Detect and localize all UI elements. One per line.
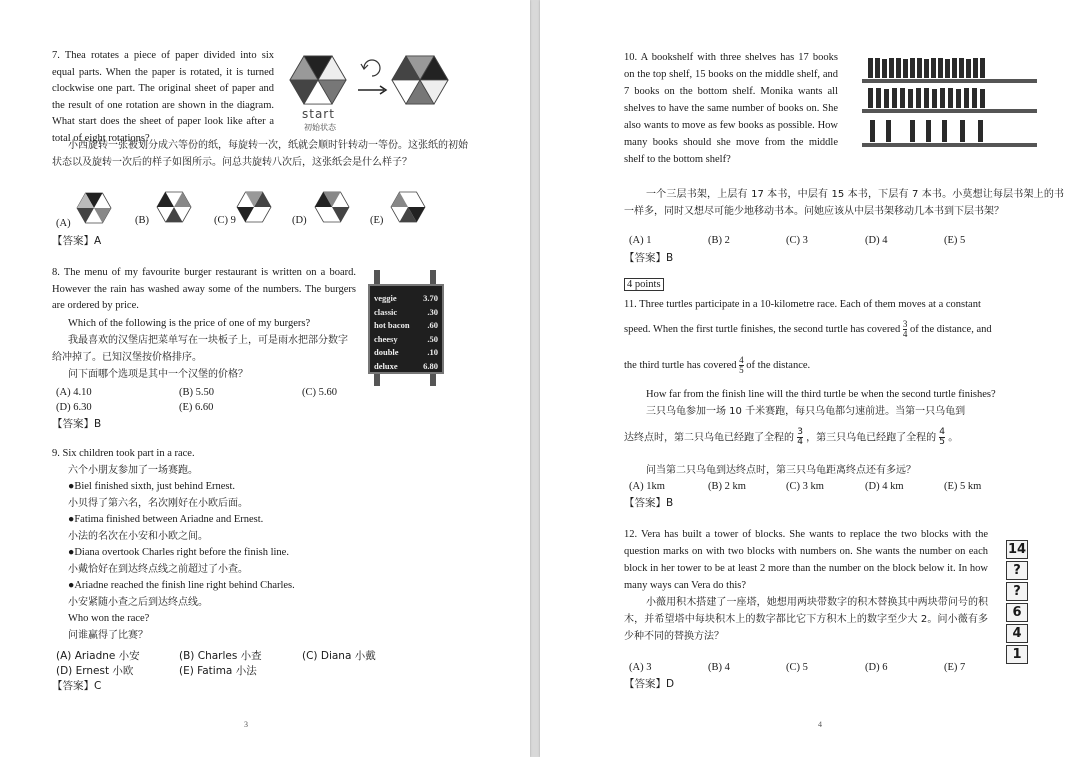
right-page	[540, 0, 1080, 757]
q7-option-c: (C) 9	[214, 215, 236, 226]
q9-line: 六个小朋友参加了一场赛跑。	[68, 464, 198, 476]
tower-block: 14	[1007, 542, 1027, 557]
q9-option-c: (C) Diana 小戴	[302, 650, 376, 662]
q9-line: 9. Six children took part in a race.	[52, 448, 195, 459]
q8-cn-question: 问下面哪个选项是其中一个汉堡的价格？	[68, 369, 248, 380]
q10-option-e: (E) 5	[944, 235, 966, 246]
bookshelf-image	[860, 52, 1040, 152]
q9-line: 小法的名次在小安和小欧之间。	[68, 530, 208, 542]
menu-item: classic	[374, 306, 398, 317]
menu-price: .60	[427, 320, 438, 330]
hexagon-option-d-icon	[315, 192, 349, 222]
left-page	[0, 0, 530, 757]
q7-option-d: (D)	[292, 215, 307, 226]
q8-option-d: (D) 6.30	[56, 402, 92, 413]
hexagon-option-c-icon	[237, 192, 271, 222]
q7-start-cn: 初始状态	[304, 123, 336, 132]
q9-option-d: (D) Ernest 小欧	[56, 665, 134, 677]
q9-line: 小贝得了第六名，名次刚好在小欧后面。	[68, 497, 248, 509]
menu-price: .30	[427, 306, 438, 317]
q11-question: How far from the finish line will the third turtle be when the second turtle finishes?	[646, 389, 996, 400]
hexagon-option-e-icon	[391, 192, 425, 222]
q7-option-b: (B)	[135, 215, 149, 226]
q11-option-e: (E) 5 km	[944, 481, 982, 492]
menu-item: cheesy	[374, 333, 398, 344]
menu-price: .50	[427, 333, 438, 344]
page-number: 3	[244, 720, 248, 729]
q10-option-a: (A) 1	[629, 235, 652, 246]
hexagon-option-b-icon	[157, 192, 191, 222]
q11-cn-line2: 达终点时，第二只乌龟已经跑了全程的 $\frac{3}{4}$ ，第三只乌龟已经跑了全程的 $\frac{4}{5}$ 。	[624, 427, 959, 447]
q7-option-e: (E)	[370, 215, 384, 226]
hexagon-after-icon	[392, 56, 448, 104]
q11-answer: 【答案】B	[624, 497, 674, 509]
q12-option-b: (B) 4	[708, 662, 730, 673]
fraction-three-quarters: $\frac{3}{4}$	[902, 319, 908, 339]
q10-cn-text: 一个三层书架，上层有 17 本书，中层有 15 本书，下层有 7 本书。小莫想让每层书架上的书一样多，同时又想尽可能少地移动书本。问她应该从中层书架移动几本书到下层书架？	[624, 189, 1064, 217]
q11-cn-question: 问当第二只乌龟到达终点时，第三只乌龟距离终点还有多远？	[646, 465, 916, 476]
q10-text: 10. A bookshelf with three shelves has 17 books on the top shelf, 15 books on the middle shelf, and 7 books on the bottom shelf. Monika wants all shelves to have the same number of books on. She also wants to move as few books as possible. How many books should she move from the middle shelf to the bottom shelf?	[624, 52, 838, 165]
q10-answer: 【答案】B	[624, 252, 674, 264]
q9-line: 问谁赢得了比赛？	[68, 629, 148, 641]
tower-block: 6	[1006, 603, 1028, 622]
menu-item: double	[374, 347, 399, 357]
q12-option-e: (E) 7	[944, 662, 966, 673]
tower-block: ?	[1006, 561, 1028, 580]
q12-option-c: (C) 5	[786, 662, 808, 673]
q7-cn-text: 小西旋转一张被划分成六等份的纸，每旋转一次，纸就会顺时针转动一等份。这张纸的初始状态以及旋转一次后的样子如图所示。问总共旋转八次后，这张纸会是什么样子？	[52, 140, 468, 168]
page-number: 4	[818, 720, 822, 729]
q7-text: 7. Thea rotates a piece of paper divided into six equal parts. When the paper is rotated, it is turned clockwise one part. The original sheet of paper and the result of one rotation are shown in the diagram. What start does the sheet of paper look like after a total of eight rotations?	[52, 50, 274, 144]
q11-option-d: (D) 4 km	[865, 481, 904, 492]
q12-option-d: (D) 6	[865, 662, 888, 673]
rotate-clockwise-icon	[364, 60, 380, 76]
q12-option-a: (A) 3	[629, 662, 652, 673]
menu-item: veggie	[374, 293, 397, 303]
menu-price: 6.80	[423, 360, 438, 371]
q9-line: ●Ariadne reached the finish line right behind Charles.	[68, 580, 295, 591]
menu-item: hot bacon	[374, 320, 410, 330]
block-tower	[1006, 540, 1028, 664]
q8-option-c: (C) 5.60	[302, 387, 337, 398]
q9-line: ●Fatima finished between Ariadne and Ernest.	[68, 514, 264, 525]
q7-option-a: (A)	[56, 218, 71, 229]
q11-option-b: (B) 2 km	[708, 481, 746, 492]
tower-block: ?	[1006, 582, 1028, 601]
points-box: 4 points	[624, 279, 664, 290]
q8-question: Which of the following is the price of one of my burgers?	[68, 318, 311, 329]
q7-start-label: start	[302, 107, 335, 121]
q7-answer: 【答案】A	[52, 235, 102, 247]
tower-block: 1	[1006, 645, 1028, 664]
q9-option-b: (B) Charles 小查	[179, 650, 262, 662]
q9-block	[52, 446, 472, 644]
menu-price: 3.70	[423, 293, 438, 303]
q8-answer: 【答案】B	[52, 418, 102, 430]
q9-line: 小安紧随小查之后到达终点线。	[68, 596, 208, 608]
menu-board	[368, 270, 444, 386]
q11-option-c: (C) 3 km	[786, 481, 824, 492]
q8-text: 8. The menu of my favourite burger restaurant is written on a board. However the rain has washed away some of the numbers. The burgers are ordered by price.	[52, 267, 356, 311]
q10-option-d: (D) 4	[865, 235, 888, 246]
q11-option-a: (A) 1km	[629, 481, 665, 492]
q8-option-a: (A) 4.10	[56, 387, 92, 398]
q12-answer: 【答案】D	[624, 678, 675, 690]
q11-line1: 11. Three turtles participate in a 10-kilometre race. Each of them moves at a constant	[624, 299, 981, 310]
menu-price: .10	[427, 347, 438, 357]
hexagon-option-a-icon	[77, 193, 111, 223]
q7-option-hexagons	[76, 190, 456, 230]
q11-cn-line1: 三只乌龟参加一场 10 千米赛跑，每只乌龟都匀速前进。当第一只乌龟到	[646, 406, 966, 417]
fraction-four-fifths: $\frac{4}{5}$	[739, 355, 744, 375]
q9-line: 小戴恰好在到达终点线之前超过了小查。	[68, 563, 248, 575]
hexagon-start-icon	[290, 56, 346, 104]
q8-option-e: (E) 6.60	[179, 402, 214, 413]
q9-option-a: (A) Ariadne 小安	[56, 650, 140, 662]
q8-cn-text: 我最喜欢的汉堡店把菜单写在一块板子上，可是雨水把部分数字给冲掉了。已知汉堡按价格排序。	[52, 335, 348, 363]
q11-line2: speed. When the first turtle finishes, the second turtle has covered $\frac{3}{4}$ of the distance, and	[624, 319, 992, 339]
q12-text: 12. Vera has built a tower of blocks. She wants to replace the two blocks with the question marks on with two blocks with numbers on. She wants the number on each block in her tower to be at least 2 more than the number on the block below it. In how many ways can Vera do this?	[624, 529, 988, 591]
menu-item: deluxe	[374, 360, 398, 371]
q9-line: ●Diana overtook Charles right before the finish line.	[68, 547, 289, 558]
q9-answer: 【答案】C	[52, 680, 102, 692]
q10-option-b: (B) 2	[708, 235, 730, 246]
q9-option-e: (E) Fatima 小法	[179, 665, 257, 677]
q9-line: Who won the race?	[68, 613, 150, 624]
tower-block: 4	[1006, 624, 1028, 643]
q8-option-b: (B) 5.50	[179, 387, 214, 398]
q9-line: ●Biel finished sixth, just behind Ernest.	[68, 481, 236, 492]
q12-cn-text: 小薇用积木搭建了一座塔，她想用两块带数字的积木替换其中两块带问号的积木，并希望塔中每块积木上的数字都比它下方积木上的数字至少大 2。问小薇有多少种不同的替换方法？	[624, 597, 988, 642]
q10-option-c: (C) 3	[786, 235, 808, 246]
q11-line3: the third turtle has covered $\frac{4}{5}$ of the distance.	[624, 355, 811, 375]
